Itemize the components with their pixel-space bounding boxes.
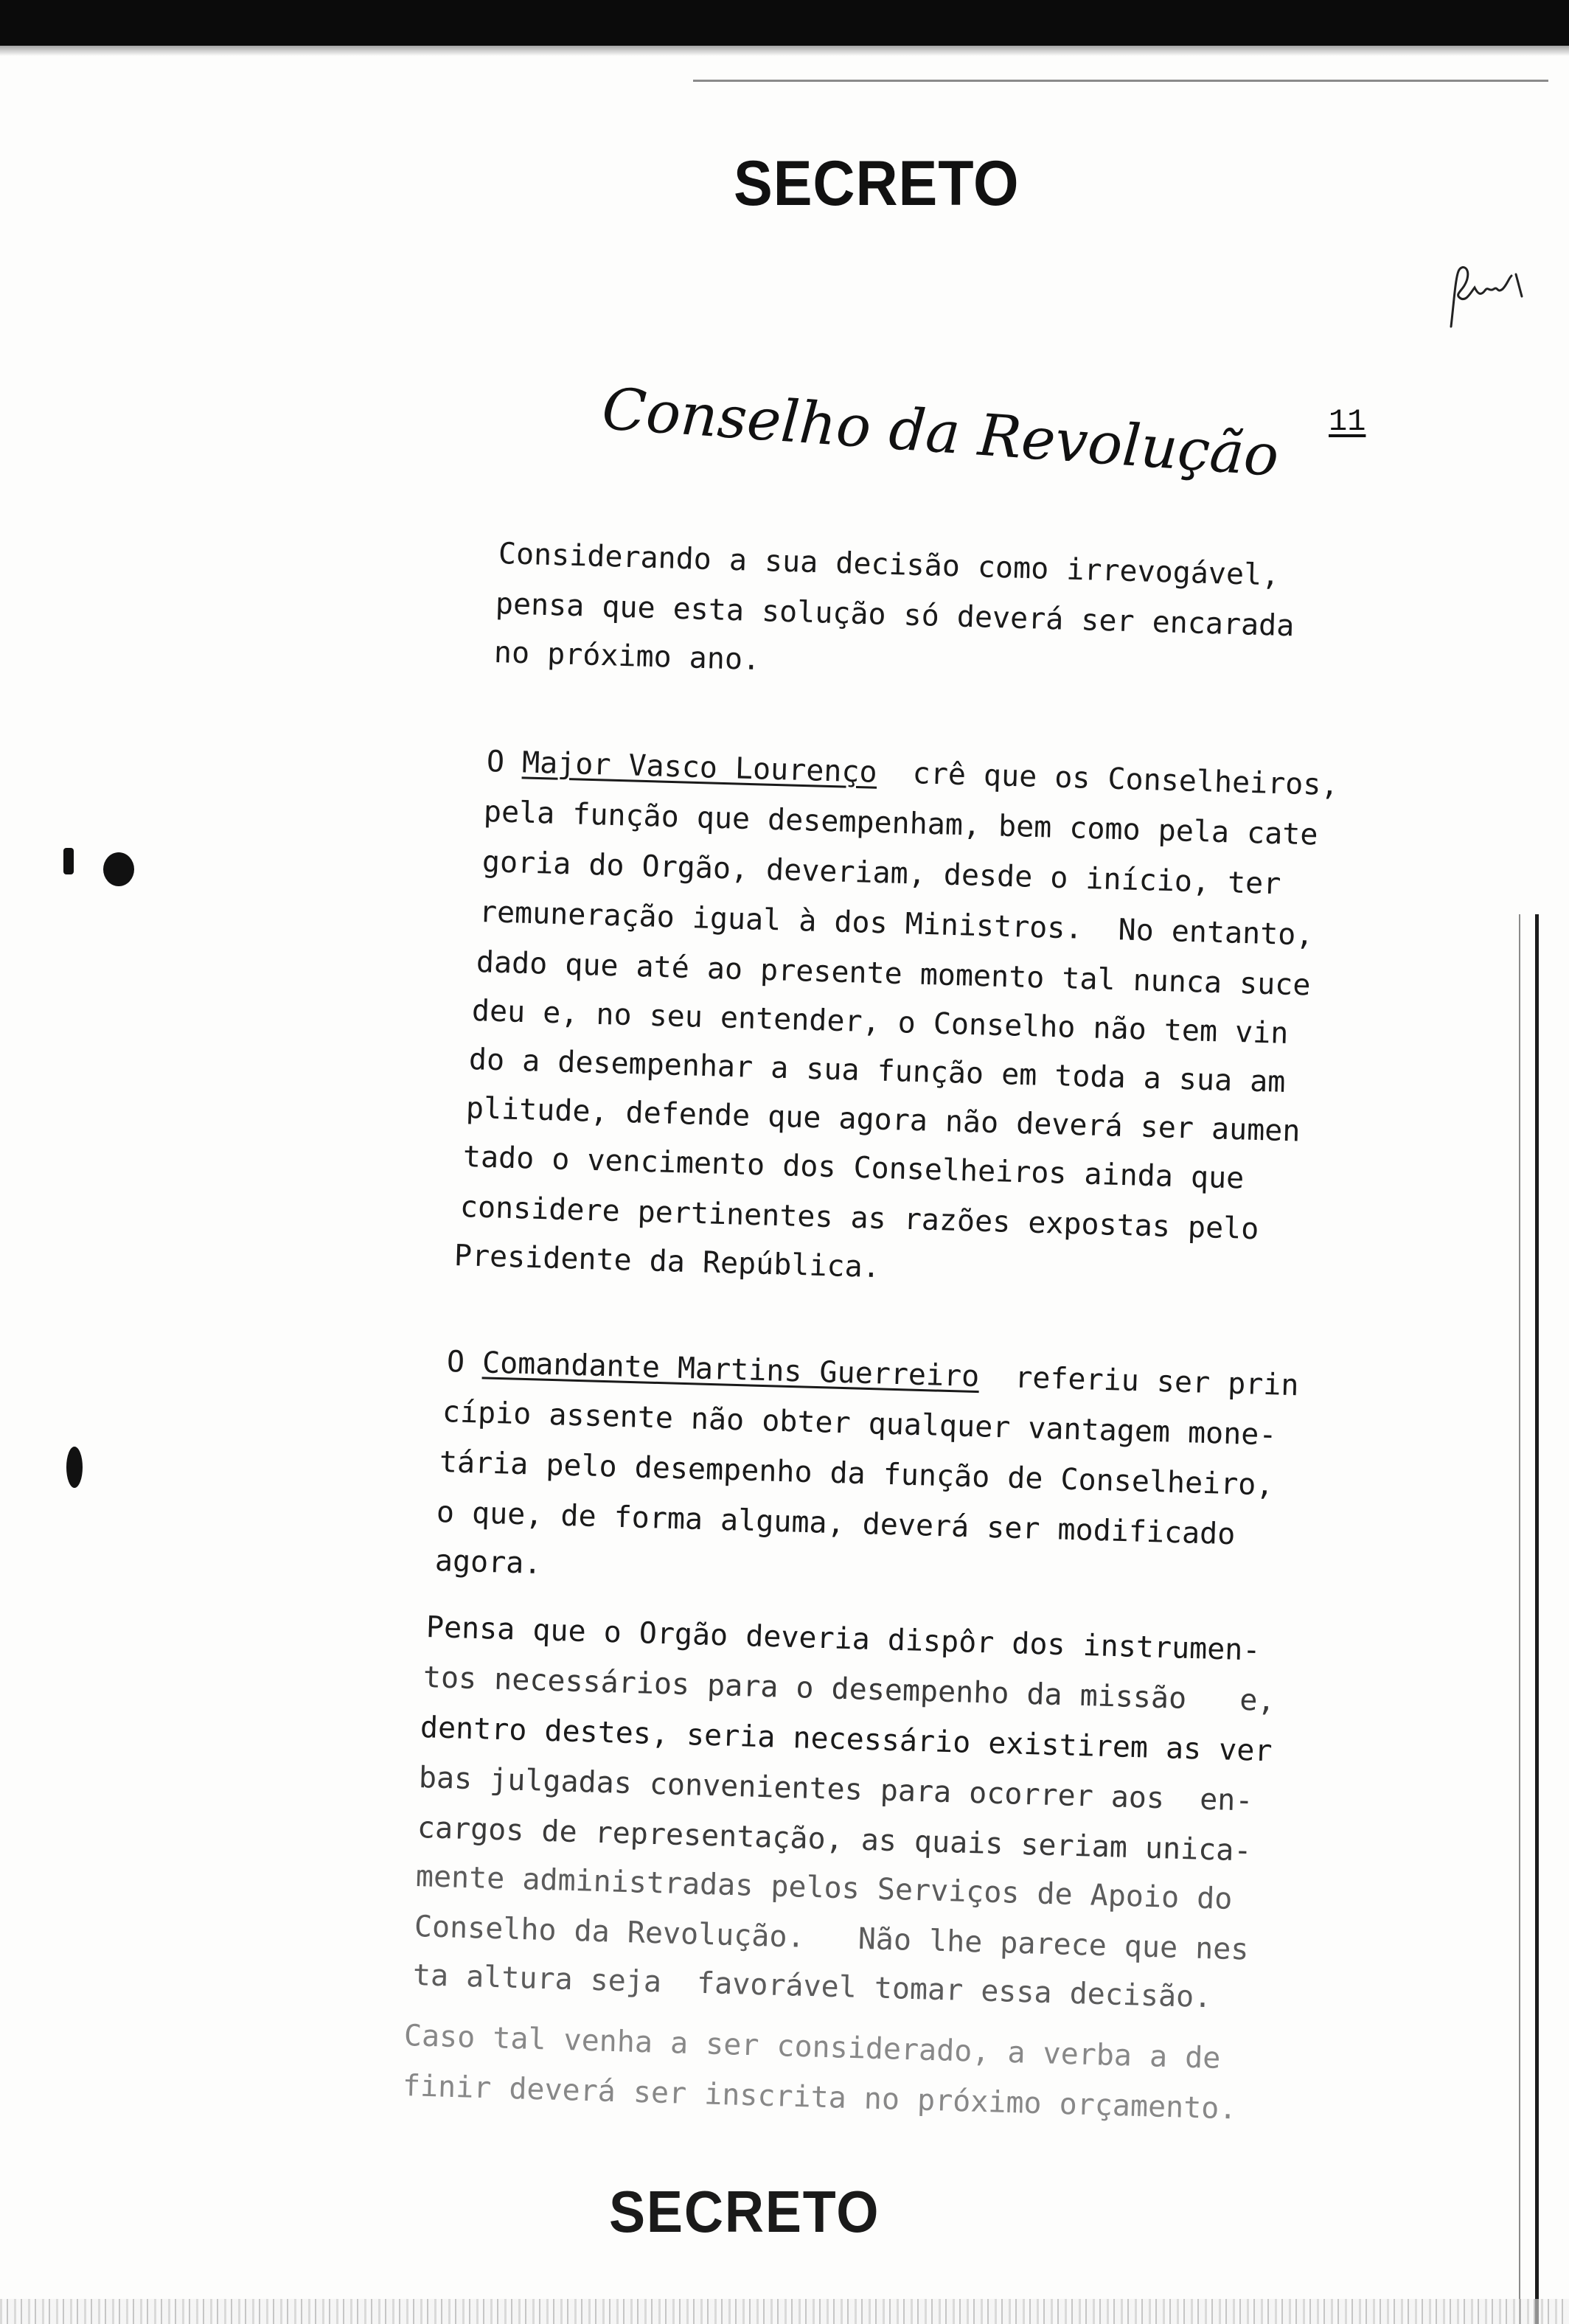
- body-line: bas julgadas convenientes para ocorrer aos en-: [418, 1761, 1254, 1818]
- body-line: Considerando a sua decisão como irrevogável,: [498, 537, 1280, 593]
- body-line: Presidente da República.: [453, 1239, 881, 1285]
- body-line: mente administradas pelos Serviços de Apoio do: [415, 1859, 1233, 1916]
- body-line: cípio assente não obter qualquer vantagem mone-: [442, 1395, 1278, 1452]
- body-line: considere pertinentes as razões expostas pelo: [459, 1190, 1259, 1247]
- body-line: Pensa que o Orgão deveria dispôr dos instrumen-: [425, 1610, 1262, 1668]
- body-line: finir deverá ser inscrita no próximo orçamento.: [402, 2069, 1238, 2126]
- classification-stamp-top: SECRETO: [734, 148, 1020, 219]
- body-line: dentro destes, seria necessário existirem as ver: [420, 1711, 1273, 1769]
- body-line: pensa que esta solução só deverá ser encarada: [495, 587, 1295, 644]
- body-line: goria do Orgão, deveriam, desde o início, ter: [481, 845, 1281, 902]
- body-line: tária pelo desempenho da função de Conselheiro,: [439, 1445, 1275, 1503]
- body-line: agora.: [434, 1544, 543, 1582]
- body-line: O Comandante Martins Guerreiro referiu ser prin: [446, 1345, 1300, 1403]
- body-line: dado que até ao presente momento tal nunca suce: [476, 945, 1312, 1003]
- letterhead-title: Conselho da Revolução: [599, 376, 1281, 490]
- body-line: remuneração igual à dos Ministros. No entanto,: [479, 895, 1315, 953]
- body-line-rest: referiu ser prin: [978, 1360, 1300, 1403]
- body-line: ta altura seja favorável tomar essa decisão.: [412, 1958, 1212, 2015]
- body-line: deu e, no seu entender, o Conselho não tem vin: [471, 994, 1289, 1051]
- body-line: no próximo ano.: [493, 636, 761, 678]
- body-line: Caso tal venha a ser considerado, a verba a de: [403, 2019, 1221, 2076]
- classification-stamp-bottom: SECRETO: [609, 2179, 880, 2244]
- speaker-name: Major Vasco Lourenço: [521, 745, 878, 790]
- body-line: cargos de representação, as quais seriam unica-: [417, 1811, 1253, 1868]
- body-line: o que, de forma alguma, deverá ser modificado: [436, 1495, 1236, 1552]
- page-number: 11: [1329, 404, 1366, 439]
- body-line: tado o vencimento dos Conselheiros ainda que: [462, 1140, 1245, 1196]
- body-line: O Major Vasco Lourenço crê que os Conselheiros,: [486, 745, 1340, 803]
- body-line: pela função que desempenham, bem como pela cate: [483, 795, 1319, 852]
- body-line: tos necessários para o desempenho da missão e,: [422, 1660, 1276, 1719]
- body-line: Conselho da Revolução. Não lhe parece que nes: [414, 1910, 1250, 1967]
- body-line: plitude, defende que agora não deverá ser aumen: [465, 1091, 1301, 1149]
- body-line-rest: crê que os Conselheiros,: [876, 755, 1340, 803]
- speaker-name: Comandante Martins Guerreiro: [481, 1346, 980, 1394]
- body-line: do a desempenhar a sua função em toda a sua am: [468, 1043, 1286, 1099]
